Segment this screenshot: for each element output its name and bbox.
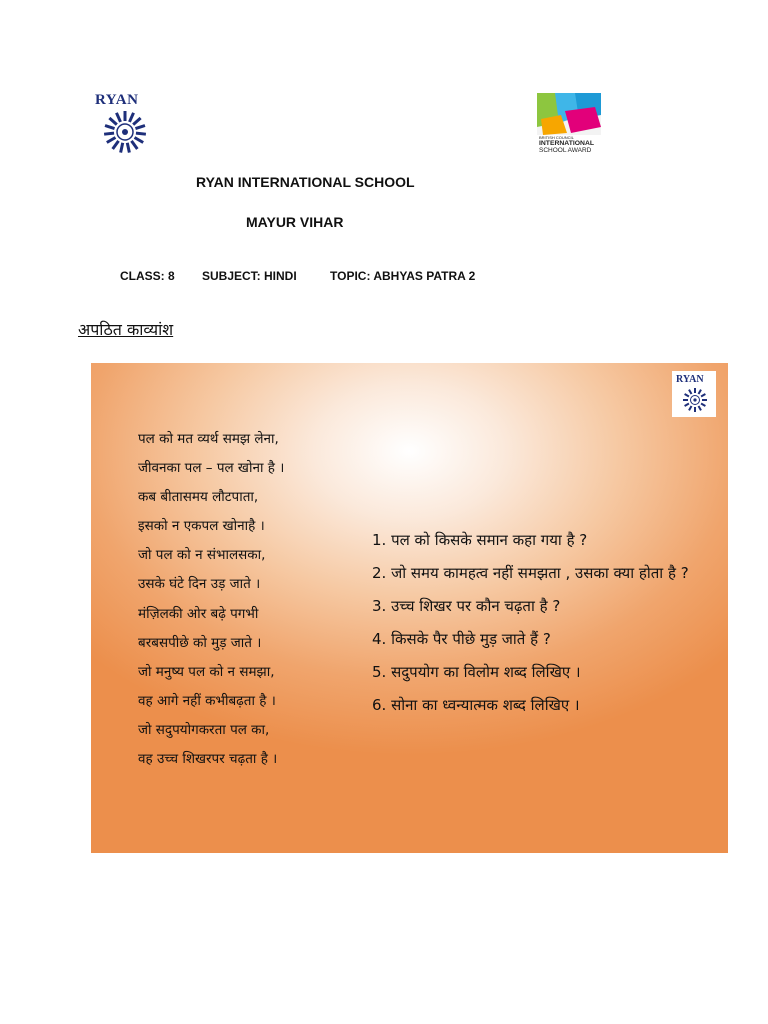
subject-label: SUBJECT: HINDI xyxy=(202,269,297,283)
class-label: CLASS: 8 xyxy=(120,269,175,283)
question-item: 2. जो समय कामहत्व नहीं समझता , उसका क्या होता है ? xyxy=(372,564,689,582)
international-school-award-icon xyxy=(537,93,601,135)
poem-line: इसको न एकपल खोनाहै । xyxy=(138,518,265,535)
poem-line: जो मनुष्य पल को न समझा, xyxy=(138,663,275,680)
international-school-award-logo xyxy=(537,93,601,155)
award-sub-text: SCHOOL AWARD xyxy=(539,147,592,154)
poem-text xyxy=(138,425,284,774)
topic-label: TOPIC: ABHYAS PATRA 2 xyxy=(330,269,476,283)
poem-line: उसके घंटे दिन उड़ जाते । xyxy=(138,576,261,593)
poem-line: जो पल को न संभालसका, xyxy=(138,547,266,564)
poem-line: मंज़िलकी ओर बढ़े पगभी xyxy=(138,605,259,622)
question-item: 4. किसके पैर पीछे मुड़ जाते हैं ? xyxy=(372,630,551,648)
school-name: RYAN INTERNATIONAL SCHOOL xyxy=(196,174,415,190)
ryan-emblem-icon xyxy=(98,110,152,154)
section-title: अपठित काव्यांश xyxy=(78,320,174,339)
ryan-logo-text: RYAN xyxy=(95,92,139,108)
question-item: 6. सोना का ध्वन्यात्मक शब्द लिखिए । xyxy=(372,696,580,714)
poem-line: जीवनका पल – पल खोना है । xyxy=(138,460,285,477)
poem-line: पल को मत व्यर्थ समझ लेना, xyxy=(138,431,279,447)
poem-line: जो सदुपयोगकरता पल का, xyxy=(138,721,270,738)
school-branch: MAYUR VIHAR xyxy=(246,214,344,230)
question-item: 3. उच्च शिखर पर कौन चढ़ता है ? xyxy=(372,597,561,615)
award-text xyxy=(539,135,601,154)
ryan-logo xyxy=(92,92,164,156)
question-list xyxy=(372,529,722,727)
question-item: 1. पल को किसके समान कहा गया है ? xyxy=(372,531,588,549)
panel-ryan-logo-text: RYAN xyxy=(676,374,704,385)
worksheet-panel xyxy=(91,363,728,853)
question-item: 5. सदुपयोग का विलोम शब्द लिखिए । xyxy=(372,663,581,681)
poem-line: कब बीतासमय लौटपाता, xyxy=(138,489,259,506)
poem-line: वह आगे नहीं कभीबढ़ता है । xyxy=(138,692,276,709)
ryan-emblem-icon xyxy=(682,387,708,413)
award-small-text: BRITISH COUNCIL xyxy=(539,135,574,140)
poem-line: वह उच्च शिखरपर चढ़ता है । xyxy=(138,751,278,768)
award-big-text: INTERNATIONAL xyxy=(539,140,594,147)
panel-ryan-logo xyxy=(672,371,716,417)
poem-line: बरबसपीछे को मुड़ जाते । xyxy=(138,634,262,651)
